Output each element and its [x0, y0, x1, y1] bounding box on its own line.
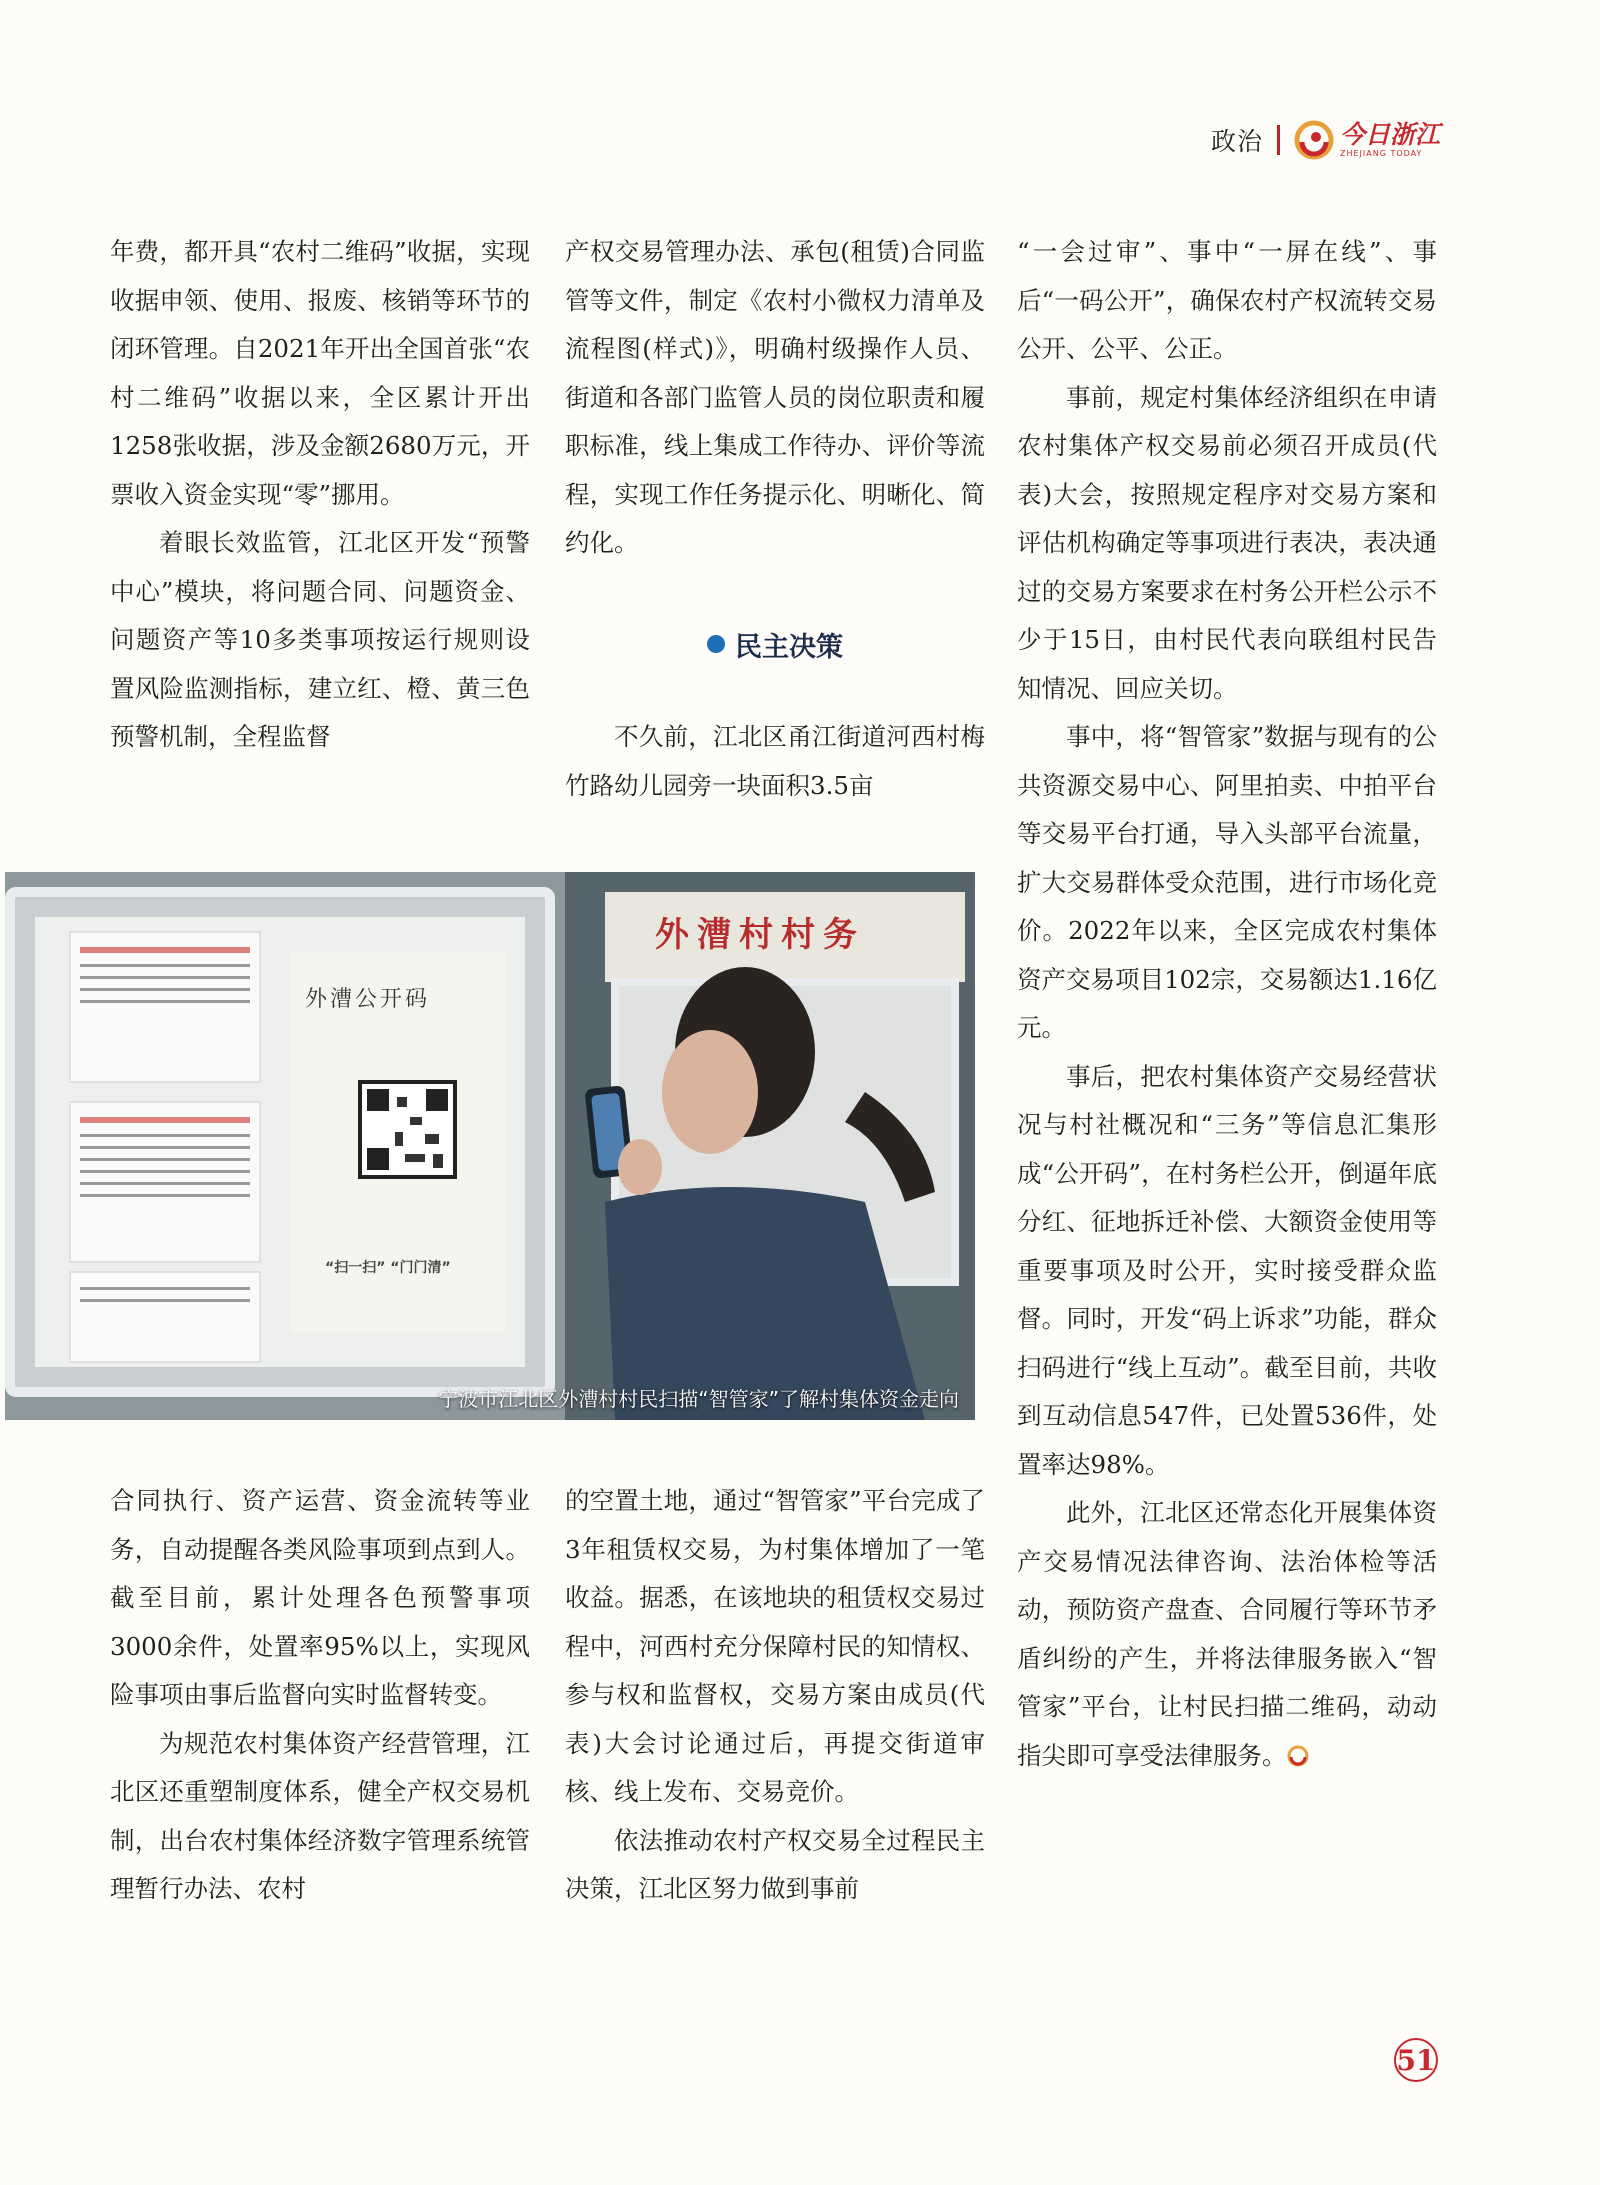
- swirl-logo-icon: [1294, 120, 1334, 160]
- paragraph: 依法推动农村产权交易全过程民主决策，江北区努力做到事前: [565, 1825, 985, 1903]
- brand-name: 今日浙江: [1339, 120, 1440, 149]
- header-divider: [1277, 125, 1280, 155]
- paragraph: 着眼长效监管，江北区开发“预警中心”模块，将问题合同、问题资金、问题资产等10多类事项按运行规则设置风险监测指标，建立红、橙、黄三色预警机制，全程监督: [110, 528, 530, 751]
- board-title: 外漕公开码: [305, 987, 431, 1012]
- village-sign: 外漕村村务: [655, 915, 865, 955]
- end-mark-icon: [1287, 1745, 1309, 1767]
- bullet-dot-icon: [707, 635, 725, 653]
- page-header: [1211, 115, 1440, 165]
- subheading-text: 民主决策: [735, 631, 843, 663]
- paragraph: 事前，规定村集体经济组织在申请农村集体产权交易前必须召开成员(代表)大会，按照规定程序对交易方案和评估机构确定等事项进行表决，表决通过的交易方案要求在村务公开栏公示不少于15日，由村民代表向联组村民告知情况、回应关切。: [1017, 382, 1437, 703]
- column-top-left: [110, 228, 530, 762]
- section-label: 政治: [1210, 127, 1263, 156]
- paragraph: “一会过审”、事中“一屏在线”、事后“一码公开”，确保农村产权流转交易公开、公平、公正。: [1017, 237, 1437, 363]
- page-number: 51: [1394, 2038, 1438, 2082]
- paragraph: 年费，都开具“农村二维码”收据，实现收据申领、使用、报废、核销等环节的闭环管理。自2021年开出全国首张“农村二维码”收据以来，全区累计开出1258张收据，涉及金额2680万元，开票收入资金实现“零”挪用。: [110, 237, 530, 509]
- paragraph: 事后，把农村集体资产交易经营状况与村社概况和“三务”等信息汇集形成“公开码”，在村务栏公开，倒逼年底分红、征地拆迁补偿、大额资金使用等重要事项及时公开，实时接受群众监督。同时，开发“码上诉求”功能，群众扫码进行“线上互动”。截至目前，共收到互动信息547件，已处置536件，处置率达98%。: [1017, 1061, 1437, 1479]
- board-slogan: “扫一扫” “门门清”: [325, 1260, 451, 1276]
- paragraph: 产权交易管理办法、承包(租赁)合同监管等文件，制定《农村小微权力清单及流程图(样式)》，明确村级操作人员、街道和各部门监管人员的岗位职责和履职标准，线上集成工作待办、评价等流程，实现工作任务提示化、明晰化、简约化。: [565, 237, 985, 557]
- paragraph-text: 此外，江北区还常态化开展集体资产交易情况法律咨询、法治体检等活动，预防资产盘查、合同履行等环节矛盾纠纷的产生，并将法律服务嵌入“智管家”平台，让村民扫描二维码，动动指尖即可享受法律服务。: [1017, 1498, 1437, 1770]
- brand-name-en: ZHEJIANG TODAY: [1339, 149, 1423, 158]
- magazine-logo: [1294, 120, 1440, 160]
- column-bottom-left: [110, 1477, 530, 1914]
- paragraph: 为规范农村集体资产经营管理，江北区还重塑制度体系，健全产权交易机制，出台农村集体经济数字管理系统管理暂行办法、农村: [110, 1728, 530, 1903]
- column-top-middle: [565, 228, 985, 568]
- column-bottom-middle: [565, 1477, 985, 1914]
- column-top-middle-continued: [565, 713, 985, 810]
- paragraph: 事中，将“智管家”数据与现有的公共资源交易中心、阿里拍卖、中拍平台等交易平台打通，导入头部平台流量，扩大交易群体受众范围，进行市场化竞价。2022年以来，全区完成农村集体资产交易项目102宗，交易额达1.16亿元。: [1017, 722, 1437, 1042]
- paragraph: 不久前，江北区甬江街道河西村梅竹路幼儿园旁一块面积3.5亩: [565, 722, 985, 800]
- paragraph: 合同执行、资产运营、资金流转等业务，自动提醒各类风险事项到点到人。截至目前，累计处理各色预警事项3000余件，处置率95%以上，实现风险事项由事后监督向实时监督转变。: [110, 1486, 530, 1709]
- paragraph: [1017, 1489, 1437, 1780]
- section-subheading: [565, 620, 985, 668]
- paragraph: 的空置土地，通过“智管家”平台完成了3年租赁权交易，为村集体增加了一笔收益。据悉，在该地块的租赁权交易过程中，河西村充分保障村民的知情权、参与权和监督权，交易方案由成员(代表)大会讨论通过后，再提交街道审核、线上发布、交易竞价。: [565, 1486, 985, 1806]
- news-photo: [5, 872, 975, 1420]
- photo-caption: 宁波市江北区外漕村村民扫描“智管家”了解村集体资金走向: [438, 1387, 959, 1411]
- column-right: [1017, 228, 1437, 1780]
